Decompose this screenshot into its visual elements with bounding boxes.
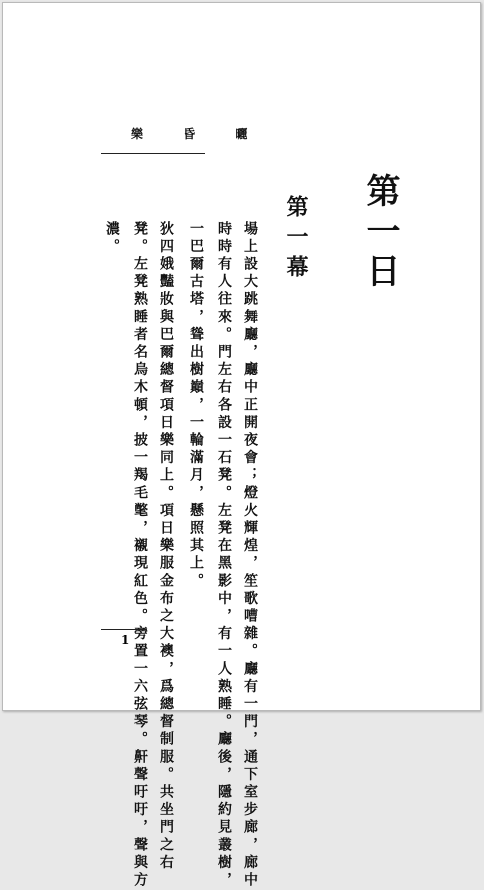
body-column: 濃。 [104, 221, 120, 257]
body-column: 一巴爾古塔，聳出樹巔，一輪滿月，懸照其上。 [188, 221, 204, 591]
day-title: 第一日 [360, 173, 400, 293]
body-column: 場上設大跳舞廳，廳中正開夜會；燈火輝煌，笙歌嘈雜。廳有一門，通下室步廊，廊中 [242, 221, 258, 890]
running-header: 樂 昏 曬 [131, 127, 266, 141]
scene-title: 第一幕 [283, 195, 309, 285]
header-rule [101, 153, 205, 154]
body-column: 時時有人往來。門左右各設一石凳。左凳在黑影中，有一人熟睡。廳後，隱約見叢樹， [216, 221, 232, 890]
body-column: 凳。左凳熟睡者名烏木頓，披一羯毛氅，襯現紅色。旁置一六弦琴。鼾聲吁吁，聲與方 [132, 221, 148, 890]
body-column: 狄四娥豔妝與巴爾總督項日樂同上。項日樂服金布之大襖，爲總督制服。共坐門之右 [158, 221, 174, 873]
footer-rule [101, 629, 147, 630]
book-page [2, 2, 481, 890]
page-number: 1 [121, 633, 130, 647]
